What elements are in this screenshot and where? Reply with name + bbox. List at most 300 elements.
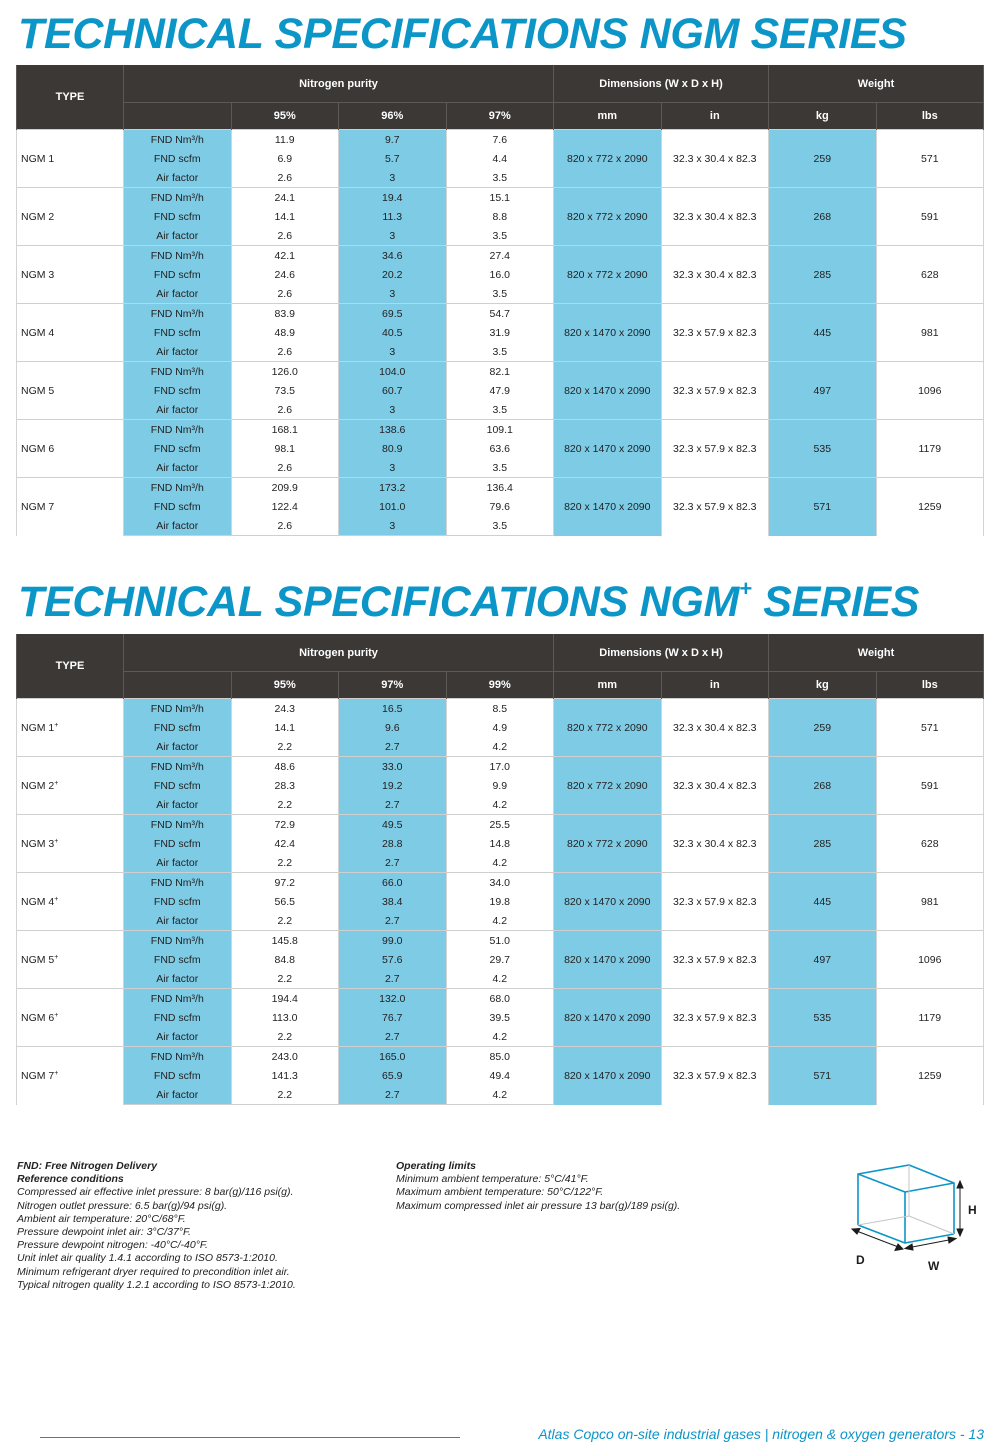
purity-value: 65.9	[339, 1066, 447, 1085]
weight-kg: 571	[769, 1047, 877, 1105]
dimensions-in: 32.3 x 57.9 x 82.3	[661, 989, 769, 1047]
header-kg: kg	[769, 103, 877, 130]
footer-text: Atlas Copco on-site industrial gases | nitrogen & oxygen generators - 13	[538, 1426, 984, 1442]
purity-value: 2.2	[231, 737, 339, 757]
purity-value: 14.1	[231, 207, 339, 226]
table-row	[17, 304, 984, 324]
weight-lbs: 1096	[876, 931, 984, 989]
weight-lbs: 591	[876, 757, 984, 815]
header-kg: kg	[769, 672, 877, 699]
dimensions-mm: 820 x 772 x 2090	[554, 130, 662, 188]
purity-value: 15.1	[446, 188, 554, 208]
purity-value: 2.7	[339, 1027, 447, 1047]
purity-value: 3.5	[446, 458, 554, 478]
row-label: FND scfm	[124, 497, 232, 516]
row-label: FND Nm³/h	[124, 188, 232, 208]
purity-value: 141.3	[231, 1066, 339, 1085]
dimensions-in: 32.3 x 30.4 x 82.3	[661, 699, 769, 757]
header-lbs: lbs	[876, 103, 984, 130]
purity-value: 24.6	[231, 265, 339, 284]
purity-value: 31.9	[446, 323, 554, 342]
purity-value: 76.7	[339, 1008, 447, 1027]
purity-value: 83.9	[231, 304, 339, 324]
purity-value: 3	[339, 458, 447, 478]
purity-value: 99.0	[339, 931, 447, 951]
purity-value: 3.5	[446, 342, 554, 362]
weight-lbs: 591	[876, 188, 984, 246]
model-name-text: NGM 3	[21, 837, 55, 850]
footer-rule	[40, 1437, 460, 1438]
model-name-text: NGM 3	[21, 268, 55, 281]
width-arrow	[907, 1239, 954, 1248]
header-row	[17, 65, 984, 103]
purity-value: 57.6	[339, 950, 447, 969]
dimensions-in: 32.3 x 57.9 x 82.3	[661, 478, 769, 536]
row-label: Air factor	[124, 969, 232, 989]
weight-lbs: 571	[876, 699, 984, 757]
dimensions-mm: 820 x 1470 x 2090	[554, 362, 662, 420]
purity-value: 194.4	[231, 989, 339, 1009]
model-name-sup: +	[54, 1069, 59, 1077]
header-row	[17, 672, 984, 699]
purity-value: 47.9	[446, 381, 554, 400]
purity-value: 84.8	[231, 950, 339, 969]
header-purity: 97%	[339, 672, 447, 699]
purity-value: 72.9	[231, 815, 339, 835]
box-hidden-edge	[858, 1216, 909, 1225]
purity-value: 126.0	[231, 362, 339, 382]
header-purity: 99%	[446, 672, 554, 699]
width-arrow-head	[905, 1244, 913, 1250]
operating-limit-line: Maximum ambient temperature: 50°C/122°F.	[396, 1186, 604, 1199]
reference-line: Unit inlet air quality 1.4.1 according to ISO 8573-1:2010.	[17, 1252, 278, 1265]
table-row	[17, 1047, 984, 1067]
row-label: FND scfm	[124, 381, 232, 400]
purity-value: 4.2	[446, 737, 554, 757]
row-label: Air factor	[124, 1085, 232, 1105]
purity-value: 2.6	[231, 226, 339, 246]
purity-value: 2.2	[231, 911, 339, 931]
table-header	[17, 65, 984, 130]
table-row	[17, 420, 984, 440]
purity-value: 109.1	[446, 420, 554, 440]
header-weight: Weight	[769, 634, 984, 672]
purity-value: 3	[339, 168, 447, 188]
model-name	[17, 420, 124, 478]
purity-value: 138.6	[339, 420, 447, 440]
purity-value: 2.7	[339, 969, 447, 989]
row-label: FND Nm³/h	[124, 757, 232, 777]
purity-value: 69.5	[339, 304, 447, 324]
weight-lbs: 1179	[876, 989, 984, 1047]
purity-value: 145.8	[231, 931, 339, 951]
weight-lbs: 571	[876, 130, 984, 188]
model-name	[17, 931, 124, 989]
purity-value: 3.5	[446, 400, 554, 420]
purity-value: 97.2	[231, 873, 339, 893]
purity-value: 2.2	[231, 1027, 339, 1047]
purity-value: 60.7	[339, 381, 447, 400]
row-label: FND scfm	[124, 1066, 232, 1085]
dimensions-in: 32.3 x 30.4 x 82.3	[661, 246, 769, 304]
purity-value: 66.0	[339, 873, 447, 893]
purity-value: 28.8	[339, 834, 447, 853]
purity-value: 4.2	[446, 795, 554, 815]
purity-value: 80.9	[339, 439, 447, 458]
purity-value: 38.4	[339, 892, 447, 911]
row-label: Air factor	[124, 284, 232, 304]
row-label: FND Nm³/h	[124, 130, 232, 150]
header-nitrogen-purity: Nitrogen purity	[124, 634, 554, 672]
weight-kg: 535	[769, 420, 877, 478]
model-name-sup: +	[54, 895, 59, 903]
purity-value: 16.0	[446, 265, 554, 284]
row-label: FND Nm³/h	[124, 815, 232, 835]
row-label: Air factor	[124, 853, 232, 873]
table-row	[17, 130, 984, 150]
purity-value: 4.4	[446, 149, 554, 168]
spec-table-ngm-plus	[16, 634, 984, 1105]
dimensions-mm: 820 x 772 x 2090	[554, 815, 662, 873]
purity-value: 2.2	[231, 969, 339, 989]
header-purity: 95%	[231, 103, 339, 130]
weight-lbs: 628	[876, 246, 984, 304]
purity-value: 3	[339, 226, 447, 246]
purity-value: 63.6	[446, 439, 554, 458]
reference-line: Compressed air effective inlet pressure: 8 bar(g)/116 psi(g).	[17, 1186, 294, 1199]
reference-line: Minimum refrigerant dryer required to precondition inlet air.	[17, 1265, 290, 1278]
purity-value: 104.0	[339, 362, 447, 382]
weight-kg: 535	[769, 989, 877, 1047]
purity-value: 209.9	[231, 478, 339, 498]
table-row	[17, 989, 984, 1009]
purity-value: 2.6	[231, 516, 339, 536]
model-name	[17, 989, 124, 1047]
purity-value: 11.3	[339, 207, 447, 226]
header-blank	[124, 672, 232, 699]
purity-value: 4.2	[446, 1085, 554, 1105]
purity-value: 56.5	[231, 892, 339, 911]
purity-value: 101.0	[339, 497, 447, 516]
table-row	[17, 362, 984, 382]
model-name	[17, 1047, 124, 1105]
box-top-face	[858, 1165, 954, 1192]
weight-lbs: 981	[876, 873, 984, 931]
purity-value: 20.2	[339, 265, 447, 284]
purity-value: 4.9	[446, 718, 554, 737]
purity-value: 243.0	[231, 1047, 339, 1067]
purity-value: 25.5	[446, 815, 554, 835]
purity-value: 2.7	[339, 795, 447, 815]
purity-value: 2.6	[231, 284, 339, 304]
model-name-sup: +	[54, 837, 59, 845]
purity-value: 7.6	[446, 130, 554, 150]
row-label: FND scfm	[124, 323, 232, 342]
table-row	[17, 478, 984, 498]
purity-value: 49.5	[339, 815, 447, 835]
row-label: FND Nm³/h	[124, 304, 232, 324]
spec-table-ngm	[16, 65, 984, 536]
purity-value: 85.0	[446, 1047, 554, 1067]
model-name-text: NGM 1	[21, 152, 55, 165]
purity-value: 14.1	[231, 718, 339, 737]
dimensions-in: 32.3 x 30.4 x 82.3	[661, 815, 769, 873]
row-label: FND Nm³/h	[124, 873, 232, 893]
header-row	[17, 103, 984, 130]
model-name-text: NGM 5	[21, 384, 55, 397]
dimensions-mm: 820 x 1470 x 2090	[554, 989, 662, 1047]
weight-lbs: 1179	[876, 420, 984, 478]
purity-value: 2.2	[231, 795, 339, 815]
model-name-text: NGM 4	[21, 895, 55, 908]
weight-lbs: 1259	[876, 1047, 984, 1105]
purity-value: 33.0	[339, 757, 447, 777]
dimensions-in: 32.3 x 57.9 x 82.3	[661, 362, 769, 420]
header-purity: 95%	[231, 672, 339, 699]
row-label: Air factor	[124, 911, 232, 931]
model-name-text: NGM 6	[21, 1011, 55, 1024]
purity-value: 8.8	[446, 207, 554, 226]
height-arrow-head	[957, 1181, 963, 1188]
model-name	[17, 246, 124, 304]
header-blank	[124, 103, 232, 130]
weight-kg: 259	[769, 699, 877, 757]
purity-value: 4.2	[446, 1027, 554, 1047]
row-label: FND scfm	[124, 834, 232, 853]
reference-line: Typical nitrogen quality 1.2.1 according to ISO 8573-1:2010.	[17, 1278, 296, 1291]
purity-value: 2.6	[231, 168, 339, 188]
table-header	[17, 634, 984, 699]
purity-value: 79.6	[446, 497, 554, 516]
dimensions-mm: 820 x 1470 x 2090	[554, 931, 662, 989]
dimensions-mm: 820 x 1470 x 2090	[554, 304, 662, 362]
width-arrow-head	[948, 1237, 956, 1243]
model-name-text: NGM 7	[21, 1069, 55, 1082]
purity-value: 54.7	[446, 304, 554, 324]
model-name-text: NGM 7	[21, 500, 55, 513]
row-label: FND scfm	[124, 149, 232, 168]
row-label: FND Nm³/h	[124, 1047, 232, 1067]
purity-value: 122.4	[231, 497, 339, 516]
purity-value: 3.5	[446, 516, 554, 536]
dimensions-in: 32.3 x 57.9 x 82.3	[661, 931, 769, 989]
purity-value: 3	[339, 284, 447, 304]
row-label: Air factor	[124, 1027, 232, 1047]
purity-value: 4.2	[446, 911, 554, 931]
operating-limit-line: Minimum ambient temperature: 5°C/41°F.	[396, 1173, 589, 1186]
row-label: Air factor	[124, 226, 232, 246]
purity-value: 3.5	[446, 284, 554, 304]
row-label: FND scfm	[124, 265, 232, 284]
header-mm: mm	[554, 672, 662, 699]
purity-value: 48.6	[231, 757, 339, 777]
purity-value: 48.9	[231, 323, 339, 342]
header-mm: mm	[554, 103, 662, 130]
box-bottom-edges	[858, 1225, 954, 1243]
weight-lbs: 1096	[876, 362, 984, 420]
dimensions-mm: 820 x 772 x 2090	[554, 699, 662, 757]
table-row	[17, 699, 984, 719]
purity-value: 19.4	[339, 188, 447, 208]
weight-kg: 445	[769, 873, 877, 931]
purity-value: 3.5	[446, 168, 554, 188]
model-name-text: NGM 2	[21, 779, 55, 792]
purity-value: 34.0	[446, 873, 554, 893]
row-label: Air factor	[124, 168, 232, 188]
purity-value: 165.0	[339, 1047, 447, 1067]
table-row	[17, 815, 984, 835]
purity-value: 2.6	[231, 458, 339, 478]
row-label: FND Nm³/h	[124, 478, 232, 498]
row-label: FND scfm	[124, 718, 232, 737]
purity-value: 2.7	[339, 911, 447, 931]
table-row	[17, 931, 984, 951]
dimensions-in: 32.3 x 30.4 x 82.3	[661, 130, 769, 188]
weight-lbs: 628	[876, 815, 984, 873]
dimensions-in: 32.3 x 30.4 x 82.3	[661, 757, 769, 815]
purity-value: 2.2	[231, 1085, 339, 1105]
row-label: FND scfm	[124, 950, 232, 969]
purity-value: 73.5	[231, 381, 339, 400]
weight-kg: 445	[769, 304, 877, 362]
weight-kg: 268	[769, 188, 877, 246]
purity-value: 113.0	[231, 1008, 339, 1027]
purity-value: 2.7	[339, 853, 447, 873]
model-name-text: NGM 2	[21, 210, 55, 223]
purity-value: 2.7	[339, 737, 447, 757]
reference-conditions-title: Reference conditions	[17, 1173, 124, 1186]
weight-lbs: 981	[876, 304, 984, 362]
purity-value: 34.6	[339, 246, 447, 266]
weight-lbs: 1259	[876, 478, 984, 536]
dimensions-mm: 820 x 1470 x 2090	[554, 873, 662, 931]
operating-limits-title: Operating limits	[396, 1160, 476, 1172]
model-name	[17, 815, 124, 873]
model-name-sup: +	[54, 779, 59, 787]
purity-value: 4.2	[446, 969, 554, 989]
row-label: FND scfm	[124, 776, 232, 795]
reference-line: Ambient air temperature: 20°C/68°F.	[17, 1212, 186, 1225]
weight-kg: 497	[769, 931, 877, 989]
model-name-sup: +	[54, 1011, 59, 1019]
header-purity: 96%	[339, 103, 447, 130]
header-weight: Weight	[769, 65, 984, 103]
row-label: Air factor	[124, 795, 232, 815]
title-plus-sup: +	[739, 576, 752, 601]
model-name	[17, 699, 124, 757]
table-body	[17, 699, 984, 1105]
purity-value: 68.0	[446, 989, 554, 1009]
weight-kg: 571	[769, 478, 877, 536]
purity-value: 9.6	[339, 718, 447, 737]
purity-value: 16.5	[339, 699, 447, 719]
dimensions-mm: 820 x 772 x 2090	[554, 246, 662, 304]
row-label: FND Nm³/h	[124, 931, 232, 951]
page-title-ngm-plus: TECHNICAL SPECIFICATIONS NGM+ SERIES	[18, 576, 920, 626]
purity-value: 14.8	[446, 834, 554, 853]
header-lbs: lbs	[876, 672, 984, 699]
box-hidden-edge	[909, 1216, 954, 1234]
height-arrow-head	[957, 1229, 963, 1236]
purity-value: 136.4	[446, 478, 554, 498]
purity-value: 40.5	[339, 323, 447, 342]
model-name	[17, 362, 124, 420]
reference-line: Pressure dewpoint nitrogen: -40°C/-40°F.	[17, 1239, 208, 1252]
model-name-sup: +	[54, 953, 59, 961]
model-name	[17, 188, 124, 246]
row-label: FND Nm³/h	[124, 362, 232, 382]
header-type: TYPE	[17, 65, 124, 130]
dimensions-mm: 820 x 772 x 2090	[554, 188, 662, 246]
row-label: FND Nm³/h	[124, 989, 232, 1009]
purity-value: 5.7	[339, 149, 447, 168]
row-label: FND scfm	[124, 439, 232, 458]
dimensions-in: 32.3 x 57.9 x 82.3	[661, 1047, 769, 1105]
table-row	[17, 188, 984, 208]
purity-value: 3	[339, 342, 447, 362]
label-w: W	[928, 1259, 940, 1273]
header-row	[17, 634, 984, 672]
purity-value: 39.5	[446, 1008, 554, 1027]
page-title-ngm: TECHNICAL SPECIFICATIONS NGM SERIES	[18, 10, 907, 58]
purity-value: 24.1	[231, 188, 339, 208]
row-label: Air factor	[124, 737, 232, 757]
fnd-definition: FND: Free Nitrogen Delivery	[17, 1160, 158, 1172]
model-name	[17, 304, 124, 362]
table-row	[17, 757, 984, 777]
purity-value: 49.4	[446, 1066, 554, 1085]
dimensions-mm: 820 x 1470 x 2090	[554, 478, 662, 536]
row-label: Air factor	[124, 516, 232, 536]
purity-value: 3	[339, 516, 447, 536]
purity-value: 9.9	[446, 776, 554, 795]
row-label: FND scfm	[124, 892, 232, 911]
purity-value: 132.0	[339, 989, 447, 1009]
purity-value: 168.1	[231, 420, 339, 440]
purity-value: 28.3	[231, 776, 339, 795]
weight-kg: 497	[769, 362, 877, 420]
model-name-sup: +	[54, 721, 59, 729]
operating-limit-line: Maximum compressed inlet air pressure 13 bar(g)/189 psi(g).	[396, 1199, 681, 1212]
weight-kg: 285	[769, 246, 877, 304]
purity-value: 2.6	[231, 400, 339, 420]
purity-value: 27.4	[446, 246, 554, 266]
purity-value: 3	[339, 400, 447, 420]
purity-value: 17.0	[446, 757, 554, 777]
table-body	[17, 130, 984, 536]
row-label: FND scfm	[124, 1008, 232, 1027]
purity-value: 42.4	[231, 834, 339, 853]
purity-value: 29.7	[446, 950, 554, 969]
row-label: FND Nm³/h	[124, 420, 232, 440]
purity-value: 6.9	[231, 149, 339, 168]
weight-kg: 285	[769, 815, 877, 873]
dimensions-mm: 820 x 772 x 2090	[554, 757, 662, 815]
header-dimensions: Dimensions (W x D x H)	[554, 65, 769, 103]
row-label: Air factor	[124, 342, 232, 362]
purity-value: 2.6	[231, 342, 339, 362]
reference-notes	[17, 1160, 296, 1292]
header-nitrogen-purity: Nitrogen purity	[124, 65, 554, 103]
label-d: D	[856, 1253, 865, 1267]
row-label: Air factor	[124, 458, 232, 478]
header-in: in	[661, 672, 769, 699]
dimensions-in: 32.3 x 57.9 x 82.3	[661, 873, 769, 931]
purity-value: 8.5	[446, 699, 554, 719]
row-label: Air factor	[124, 400, 232, 420]
model-name-text: NGM 6	[21, 442, 55, 455]
model-name	[17, 130, 124, 188]
